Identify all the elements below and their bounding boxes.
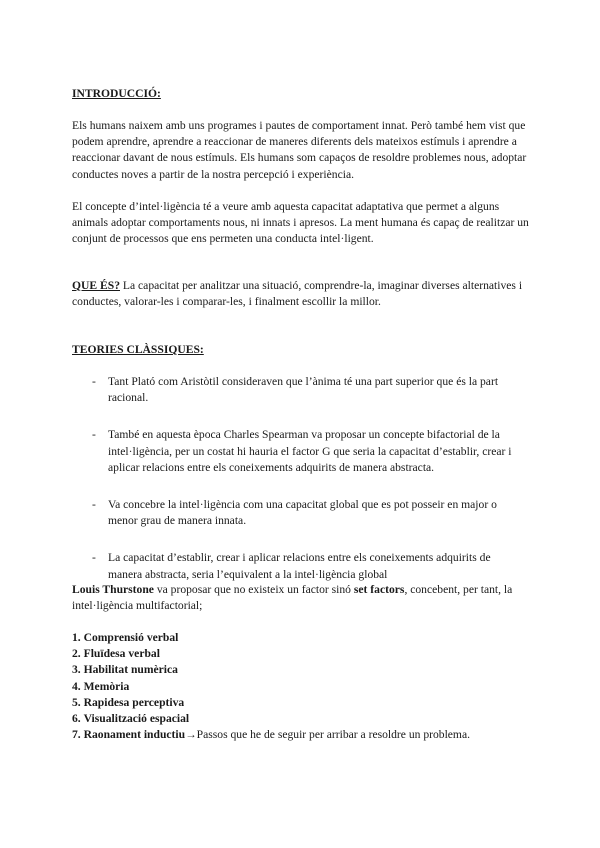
factor-number: 3. — [72, 663, 81, 677]
list-item-text: Tant Plató com Aristòtil consideraven que l’ànima té una part superior que és la part racional. — [108, 375, 499, 405]
factor-name: Fluïdesa verbal — [83, 647, 160, 661]
list-item — [92, 497, 524, 529]
factor-item — [72, 711, 542, 727]
factor-name: Memòria — [83, 679, 130, 693]
factor-number: 5. — [72, 695, 81, 709]
factor-name: Habilitat numèrica — [83, 663, 178, 677]
factor-extra: →Passos que he de seguir per arribar a resoldre un problema. — [185, 728, 470, 742]
list-item-text: La capacitat d’establir, crear i aplicar relacions entre els coneixements adquirits de manera abstracta, seria l’equivalent a la intel·ligència global — [108, 551, 491, 581]
list-item — [92, 427, 524, 476]
bullet-dash: - — [92, 375, 96, 388]
factor-name: Raonament inductiu — [83, 728, 186, 742]
intro-paragraph-2: El concepte d’intel·ligència té a veure amb aquesta capacitat adaptativa que permet a alguns animals adoptar comportaments nous, ni innats i apresos. La ment humana és capaç de realitzar un conjunt de processos que ens permeten una conducta intel·ligent. — [72, 200, 529, 246]
list-item — [92, 550, 524, 582]
list-item-text: Va concebre la intel·ligència com una capacitat global que es pot posseir en major o menor grau de manera innata. — [108, 498, 497, 528]
factor-item — [72, 695, 542, 711]
factor-name: Rapidesa perceptiva — [83, 695, 185, 709]
factor-number: 7. — [72, 728, 81, 742]
factors-list — [72, 630, 542, 743]
thurstone-text-2: , concebent, per tant, la intel·ligència multifactorial; — [72, 583, 513, 613]
list-item — [92, 374, 524, 406]
factor-item — [72, 679, 542, 695]
bullet-dash: - — [92, 551, 96, 565]
set-factors: set factors — [353, 583, 405, 596]
list-item-text: També en aquesta època Charles Spearman va proposar un concepte bifactorial de la intel·ligència, per un costat hi hauria el factor G que seria la capacitat d’establir, crear i aplicar relacions entre els coneixements adquirits de manera abstracta. — [108, 428, 512, 474]
teories-heading: TEORIES CLÀSSIQUES: — [72, 343, 204, 356]
factor-number: 4. — [72, 679, 81, 693]
factor-item — [72, 727, 542, 743]
factor-item — [72, 630, 542, 646]
thurstone-name: Louis Thurstone — [72, 583, 154, 596]
intro-heading: INTRODUCCIÓ: — [72, 87, 161, 100]
factor-number: 6. — [72, 712, 81, 726]
factor-name: Visualització espacial — [83, 712, 190, 726]
teories-list — [92, 374, 524, 604]
thurstone-paragraph — [72, 582, 534, 614]
factor-item — [72, 646, 542, 662]
que-es-text: La capacitat per analitzar una situació, comprendre-la, imaginar diverses alternatives i conductes, valorar-les i comparar-les, i finalment escollir la millor. — [72, 279, 523, 309]
bullet-dash: - — [92, 498, 96, 512]
que-es-paragraph — [72, 278, 534, 310]
factor-item — [72, 662, 542, 678]
bullet-dash: - — [92, 428, 96, 442]
factor-number: 2. — [72, 647, 81, 661]
factor-number: 1. — [72, 631, 81, 644]
intro-paragraph-1: Els humans naixem amb uns programes i pautes de comportament innat. Però també hem vist que podem aprendre, aprendre a reaccionar de maneres diferents dels mateixos estímuls i aprendre a reaccionar davant de nous estímuls. Els humans som capaços de resoldre problemes nous, adoptar conductes noves a partir de la nostra percepció i experiència. — [72, 119, 527, 181]
que-es-heading: QUE ÉS? — [72, 279, 120, 292]
thurstone-text-1: va proposar que no existeix un factor sinó — [153, 583, 354, 596]
factor-name: Comprensió verbal — [83, 631, 179, 644]
